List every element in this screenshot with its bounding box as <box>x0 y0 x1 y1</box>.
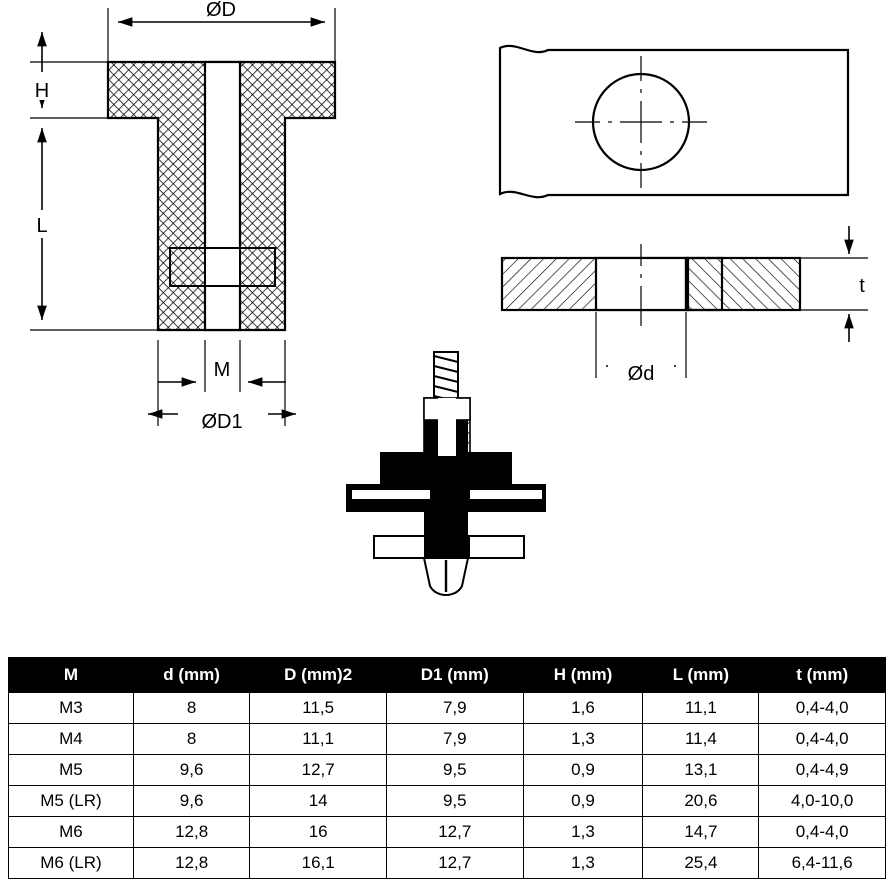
cell-D1: 7,9 <box>386 693 523 724</box>
cell-L: 25,4 <box>643 848 759 879</box>
column-header-H: H (mm) <box>523 658 643 693</box>
cell-d: 12,8 <box>133 817 249 848</box>
table-row <box>9 755 886 786</box>
front-section-view <box>30 0 335 433</box>
table-header-row <box>9 658 886 693</box>
column-header-L: L (mm) <box>643 658 759 693</box>
cell-D1: 9,5 <box>386 755 523 786</box>
cell-D1: 12,7 <box>386 848 523 879</box>
cell-L: 20,6 <box>643 786 759 817</box>
cell-L: 13,1 <box>643 755 759 786</box>
column-header-D1: D1 (mm) <box>386 658 523 693</box>
cell-D1: 9,5 <box>386 786 523 817</box>
cell-D: 16 <box>250 817 387 848</box>
table-row <box>9 724 886 755</box>
cell-t: 0,4-4,9 <box>759 755 886 786</box>
cell-m: M5 <box>9 755 134 786</box>
cell-t: 6,4-11,6 <box>759 848 886 879</box>
cell-D: 14 <box>250 786 387 817</box>
label-head-height: H <box>34 80 50 102</box>
table-row <box>9 817 886 848</box>
label-hole-diameter: Ød <box>627 363 655 385</box>
cell-t: 0,4-4,0 <box>759 724 886 755</box>
specifications-table <box>8 657 886 879</box>
cell-t: 0,4-4,0 <box>759 693 886 724</box>
cell-d: 9,6 <box>133 786 249 817</box>
cell-m: M6 <box>9 817 134 848</box>
label-shank-diameter: ØD1 <box>201 411 243 433</box>
cell-m: M4 <box>9 724 134 755</box>
cell-D: 11,5 <box>250 693 387 724</box>
cell-L: 11,1 <box>643 693 759 724</box>
cell-H: 1,3 <box>523 817 643 848</box>
cell-D1: 7,9 <box>386 724 523 755</box>
table-row <box>9 786 886 817</box>
column-header-D: D (mm)2 <box>250 658 387 693</box>
cell-H: 1,3 <box>523 724 643 755</box>
cell-m: M6 (LR) <box>9 848 134 879</box>
cell-D: 12,7 <box>250 755 387 786</box>
column-header-m: M <box>9 658 134 693</box>
cell-L: 11,4 <box>643 724 759 755</box>
column-header-d: d (mm) <box>133 658 249 693</box>
cell-H: 1,6 <box>523 693 643 724</box>
cell-H: 1,3 <box>523 848 643 879</box>
cell-d: 9,6 <box>133 755 249 786</box>
cell-d: 8 <box>133 693 249 724</box>
panel-top-view <box>500 46 848 197</box>
cell-D: 16,1 <box>250 848 387 879</box>
label-thread: M <box>213 359 231 381</box>
assembly-view <box>346 352 546 595</box>
label-panel-thickness: t <box>859 275 865 297</box>
cell-t: 0,4-4,0 <box>759 817 886 848</box>
column-header-t: t (mm) <box>759 658 886 693</box>
cell-m: M3 <box>9 693 134 724</box>
cell-d: 8 <box>133 724 249 755</box>
cell-D: 11,1 <box>250 724 387 755</box>
label-outer-diameter: ØD <box>206 0 236 21</box>
cell-m: M5 (LR) <box>9 786 134 817</box>
table-row <box>9 848 886 879</box>
panel-section-view <box>502 226 868 385</box>
table-row <box>9 693 886 724</box>
cell-d: 12,8 <box>133 848 249 879</box>
label-body-length: L <box>36 215 48 237</box>
cell-H: 0,9 <box>523 755 643 786</box>
cell-t: 4,0-10,0 <box>759 786 886 817</box>
cell-D1: 12,7 <box>386 817 523 848</box>
cell-H: 0,9 <box>523 786 643 817</box>
cell-L: 14,7 <box>643 817 759 848</box>
